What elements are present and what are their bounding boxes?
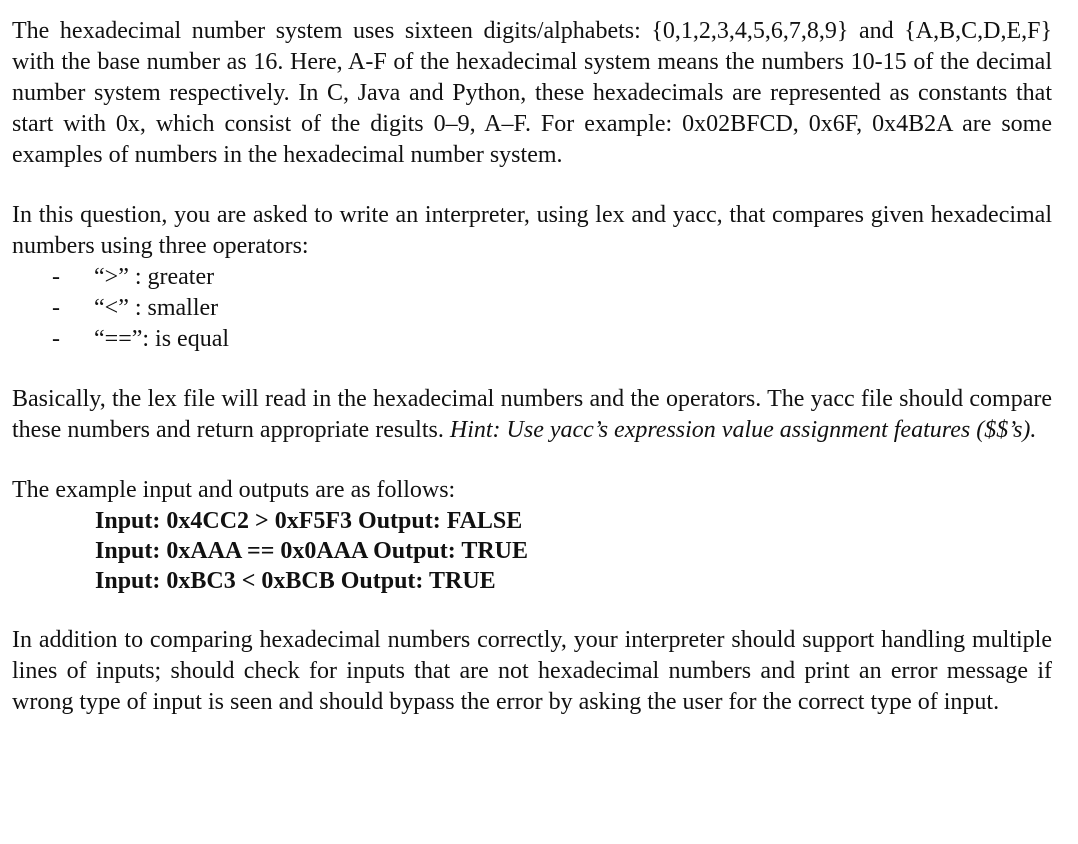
paragraph-spacer	[12, 446, 1052, 475]
example-line: Input: 0xAAA == 0x0AAA Output: TRUE	[95, 538, 528, 564]
examples-list	[12, 506, 1052, 596]
hint-text: Hint: Use yacc’s expression value assignment features ($$’s).	[449, 417, 1037, 443]
operator-item-equal	[12, 324, 1052, 355]
operator-item-smaller	[12, 293, 1052, 324]
operator-label: “<” : smaller	[94, 295, 219, 321]
list-dash: -	[52, 295, 60, 321]
operator-list	[12, 262, 1052, 355]
intro-paragraph: The hexadecimal number system uses sixteen digits/alphabets: {0,1,2,3,4,5,6,7,8,9} and {A,B,C,D,E,F} with the base number as 16. Here, A-F of the hexadecimal system means the numbers 10-15 of the decimal number system respectively. In C, Java and Python, these hexadecimals are represented as constants that start with 0x, which consist of the digits 0–9, A–F. For example: 0x02BFCD, 0x6F, 0x4B2A are some examples of numbers in the hexadecimal number system.	[12, 18, 1052, 168]
paragraph-spacer	[12, 596, 1052, 625]
question-paragraph: In this question, you are asked to write an interpreter, using lex and yacc, that compares given hexadecimal numbers using three operators:	[12, 202, 1052, 259]
example-line: Input: 0xBC3 < 0xBCB Output: TRUE	[95, 568, 496, 594]
paragraph-spacer	[12, 171, 1052, 200]
examples-intro: The example input and outputs are as follows:	[12, 477, 456, 503]
basics-paragraph	[12, 384, 1052, 446]
list-dash: -	[52, 264, 60, 290]
basics-text: Basically, the lex file will read in the hexadecimal numbers and the operators. The yacc file should compare these numbers and return appropriate results.	[12, 386, 1052, 443]
list-dash: -	[52, 326, 60, 352]
document-page	[12, 16, 1052, 718]
operator-label: “>” : greater	[94, 264, 215, 290]
operator-label: “==”: is equal	[94, 326, 230, 352]
operator-item-greater	[12, 262, 1052, 293]
addition-paragraph: In addition to comparing hexadecimal numbers correctly, your interpreter should support handling multiple lines of inputs; should check for inputs that are not hexadecimal numbers and print an error message if wrong type of input is seen and should bypass the error by asking the user for the correct type of input.	[12, 627, 1052, 715]
example-line: Input: 0x4CC2 > 0xF5F3 Output: FALSE	[95, 508, 523, 534]
paragraph-spacer	[12, 355, 1052, 384]
